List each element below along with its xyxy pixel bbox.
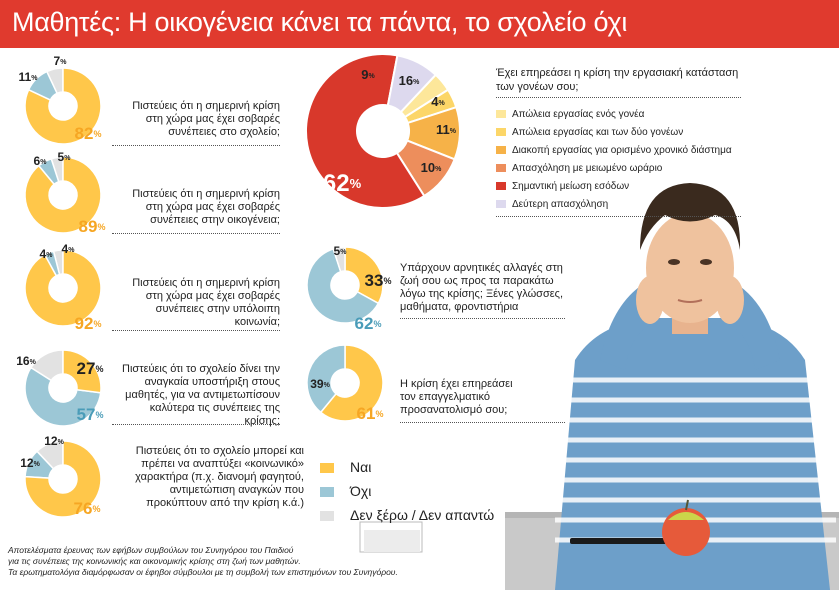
label-q5-yes: 76% xyxy=(73,499,101,519)
label-q5-dk: 12% xyxy=(44,434,64,449)
label-second-job: 9% xyxy=(361,67,375,83)
question-6: Υπάρχουν αρνητικές αλλαγές στη ζωή σου ως προς τα παρακάτω λόγω της κρίσης; Ξένες γλώσσες, μαθήματα, φροντιστήρια xyxy=(400,262,564,313)
legend-item-lost-one: Απώλεια εργασίας ενός γονέα xyxy=(496,109,644,121)
legend-item-second-job: Δεύτερη απασχόληση xyxy=(496,199,608,211)
label-q6-dk: 5% xyxy=(333,244,347,259)
divider xyxy=(112,233,280,234)
donut-q1 xyxy=(19,54,102,144)
question-1: Πιστεύεις ότι η σημερινή κρίση στη χώρα μας έχει σοβαρές συνέπειες στο σχολείο; xyxy=(132,100,280,138)
label-q3-dk: 4% xyxy=(61,242,75,257)
label-q1-dk: 7% xyxy=(53,54,67,69)
divider xyxy=(112,330,280,331)
footer-line-3: Τα ερωτηματολόγια διαμόρφωσαν οι έφηβοι σύμβουλοι με τη συμβολή των επιστημόνων του Συνηγόρου. xyxy=(8,567,398,577)
question-4: Πιστεύεις ότι το σχολείο δίνει την αναγκαία υποστήριξη στους μαθητές, για να αντιμετωπίσουν καλύτερα τις συνέπειες της κρίσης; xyxy=(122,363,280,427)
footer-line-1: Αποτελέσματα έρευνας των εφήβων συμβούλων του Συνηγόρου του Παιδιού xyxy=(8,545,294,555)
donut-parents-work xyxy=(306,54,460,208)
divider xyxy=(400,422,565,423)
divider xyxy=(496,97,741,98)
label-suspended: 11% xyxy=(436,122,456,138)
page-title: Μαθητές: Η οικογένεια κάνει τα πάντα, το σχολείο όχι xyxy=(12,7,628,37)
question-5: Πιστεύεις ότι το σχολείο μπορεί και πρέπει να αναπτύξει «κοινωνικό» χαρακτήρα (π.χ. διανομή φαγητού, αντιμετώπιση αναγκών που προκύπτουν από την κρίση κ.ά.) xyxy=(135,445,304,509)
divider xyxy=(112,145,280,146)
divider xyxy=(496,216,741,217)
divider xyxy=(112,424,280,425)
donut-q5 xyxy=(20,434,101,518)
label-q1-yes: 82% xyxy=(74,124,102,144)
donut-q4 xyxy=(16,350,103,426)
donut-q6 xyxy=(307,244,391,333)
question-7: Η κρίση έχει επηρεάσει τον επαγγελματικό προσανατολισμό σου; xyxy=(400,378,513,416)
big-chart-question: Έχει επηρεάσει η κρίση την εργασιακή κατάσταση των γονέων σου; xyxy=(496,67,739,93)
label-q6-no: 62% xyxy=(354,314,382,334)
label-q2-dk: 5% xyxy=(57,150,71,165)
legend-item-income-drop: Σημαντική μείωση εσόδων xyxy=(496,181,629,193)
legend-no: Όχι xyxy=(320,482,371,500)
legend-yes: Ναι xyxy=(320,458,371,476)
label-q7-yes: 61% xyxy=(356,404,384,424)
legend-item-reduced-hours: Απασχόληση με μειωμένο ωράριο xyxy=(496,163,662,175)
label-q7-no: 39% xyxy=(310,377,330,392)
label-lost-one: 16% xyxy=(398,73,420,89)
label-q4-dk: 16% xyxy=(16,354,36,369)
divider xyxy=(400,318,565,319)
donut-q7 xyxy=(307,345,383,423)
label-q1-no: 11% xyxy=(18,70,38,85)
label-q3-yes: 92% xyxy=(74,314,102,334)
label-q2-no: 6% xyxy=(33,154,47,169)
footer-line-2: για τις συνέπειες της κοινωνικής και οικονομικής κρίσης στη ζωή των μαθητών. xyxy=(8,556,301,566)
label-lost-both: 4% xyxy=(431,94,445,110)
legend-item-suspended: Διακοπή εργασίας για ορισμένο χρονικό διάστημα xyxy=(496,145,732,157)
question-3: Πιστεύεις ότι η σημερινή κρίση στη χώρα μας έχει σοβαρές συνέπειες στην υπόλοιπη κοινωνία; xyxy=(132,277,280,328)
legend-item-lost-both: Απώλεια εργασίας και των δύο γονέων xyxy=(496,127,683,139)
label-q4-yes: 27% xyxy=(76,359,104,379)
legend-dont-know: Δεν ξέρω / Δεν απαντώ xyxy=(320,506,494,524)
donut-q3 xyxy=(25,242,101,333)
footer-note xyxy=(8,545,448,578)
label-q6-yes: 33% xyxy=(364,271,392,291)
label-income-drop: 62% xyxy=(322,170,362,198)
question-2: Πιστεύεις ότι η σημερινή κρίση στη χώρα μας έχει σοβαρές συνέπειες στην οικογένεια; xyxy=(132,188,280,226)
donut-q2 xyxy=(25,150,105,236)
label-reduced-hours: 10% xyxy=(420,160,442,176)
label-q3-no: 4% xyxy=(39,247,53,262)
label-q5-no: 12% xyxy=(20,456,40,471)
label-q2-yes: 89% xyxy=(78,217,106,237)
label-q4-no: 57% xyxy=(76,405,104,425)
